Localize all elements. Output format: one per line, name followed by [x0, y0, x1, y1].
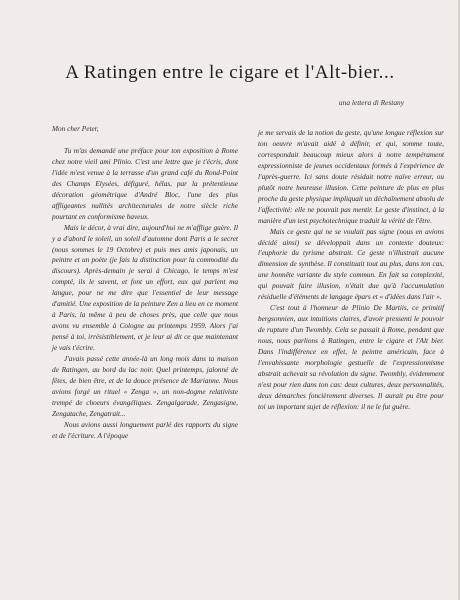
paragraph: Mais le décor, à vrai dire, aujourd'hui ne m'afflige guère. Il y a d'abord le soleil, un soleil d'automne dont Paris a le secret (nous sommes le 19 Octobre) et puis mes amis japonais, un peintre et un poète (je fais la distinction pour la commodité du discours). Après-demain je serai à Chicago, le temps m'est compté, ils le savent, et font un effort, eux qui parlent ma langue, pour ne me dire que l'essentiel de leur message d'amitié. Une exposition de la peinture Zen a lieu en ce moment à Paris, la même à peu de choses près, que celle que nous avons vu ensemble à Cologne au printemps 1959. Alors j'ai pensé à toi, irrésistiblement, et je leur ai dit ce que maintenant je vais t'écrire. — [52, 223, 238, 353]
left-column — [52, 124, 238, 442]
paragraph: J'avais passé cette année-là un long mois dans ta maison de Ratingen, au bord du lac noir. Quel printemps, jalonné de fêtes, de bien être, et de la douce présence de Marianne. Nous avions forgé un rituel « Zenga », un non-dogme relativiste trempé de choeurs évangéliques. Zengalgarade, Zengasigne, Zengatache, Zengatrait... — [52, 355, 238, 418]
paragraph: Tu m'as demandé une préface pour ton exposition à Rome chez notre vieil ami Plinio. C'est une lettre que je t'écris, dont l'idée m'est venue à la terrasse d'un grand café du Rond-Point des Champs Elysées, défiguré, hélas, par la prétentieuse décoration géométrique d'André Bloc, l'une des plus affligeantes nullités architecturales de notre siècle riche pourtant en conformisme baveux. — [52, 146, 238, 221]
salutation: Mon cher Peter, — [52, 125, 99, 133]
paragraph: Mais ce geste qui ne se voulait pas signe (nous en avions décidé ainsi) se développait dans un contexte douteux: l'euphorie du tyrisme abstrait. Ce geste n'illustrait aucune dimension de synthèse. Il constituait tout au plus, dans ton cas, une honnête variante du style commun. En fait sa complexité, qui pouvait faire illusion, n'était due qu'à l'accumulation résiduelle d'éléments de langage épars et « d'idées dans l'air ». — [258, 227, 444, 302]
paragraph: Nous avions aussi longuement parlé des rapports du signe et de l'écriture. A l'époque — [52, 420, 238, 440]
article-title: A Ratingen entre le cigare et l'Alt-bier... — [65, 62, 395, 83]
article-byline: una lettera di Restany — [338, 98, 404, 107]
paragraph: je me servais de la notion du geste, qu'une longue réflexion sur ton oeuvre m'avait aidé à définir, et qui, somme toute, correspondait beaucoup mieux alors à notre tempérament expressionniste de jeunes occidentaux formés à l'expérience de l'après-guerre. Ici sans doute résidait notre naïve erreur, ou plutôt notre heureuse illusion. Cette peinture de plus en plus proche du geste physique impliquait un déchaînement absolu de l'affectivité: elle ne pouvait pas mentir. Le geste d'instinct, à la manière d'un test psychotechnique traduit la vérité de l'être. — [258, 129, 444, 225]
paragraph: C'est tout à l'honneur de Plinio De Martiis, ce primitif bergsonnien, aux intuitions claires, d'avoir pressenti le pouvoir de rupture d'un Twombly. Cela se passait à Rome, pendant que nous, nous parlions à Ratingen, entre le cigare et l'Alt bier. Dans l'indifférence en effet, le peintre américain, face à l'envahissante morphologie gestuelle de l'expressionnisme abstrait achevait sa révolution du signe. Twombly, évidemment n'est pour rien dans ton cas: deux cultures, deux personnalités, deux démarches foncièrement diverses. Il aurait pu être pour toi un important sujet de réflexion: il ne le fut guère. — [258, 304, 444, 411]
right-column — [258, 128, 444, 413]
